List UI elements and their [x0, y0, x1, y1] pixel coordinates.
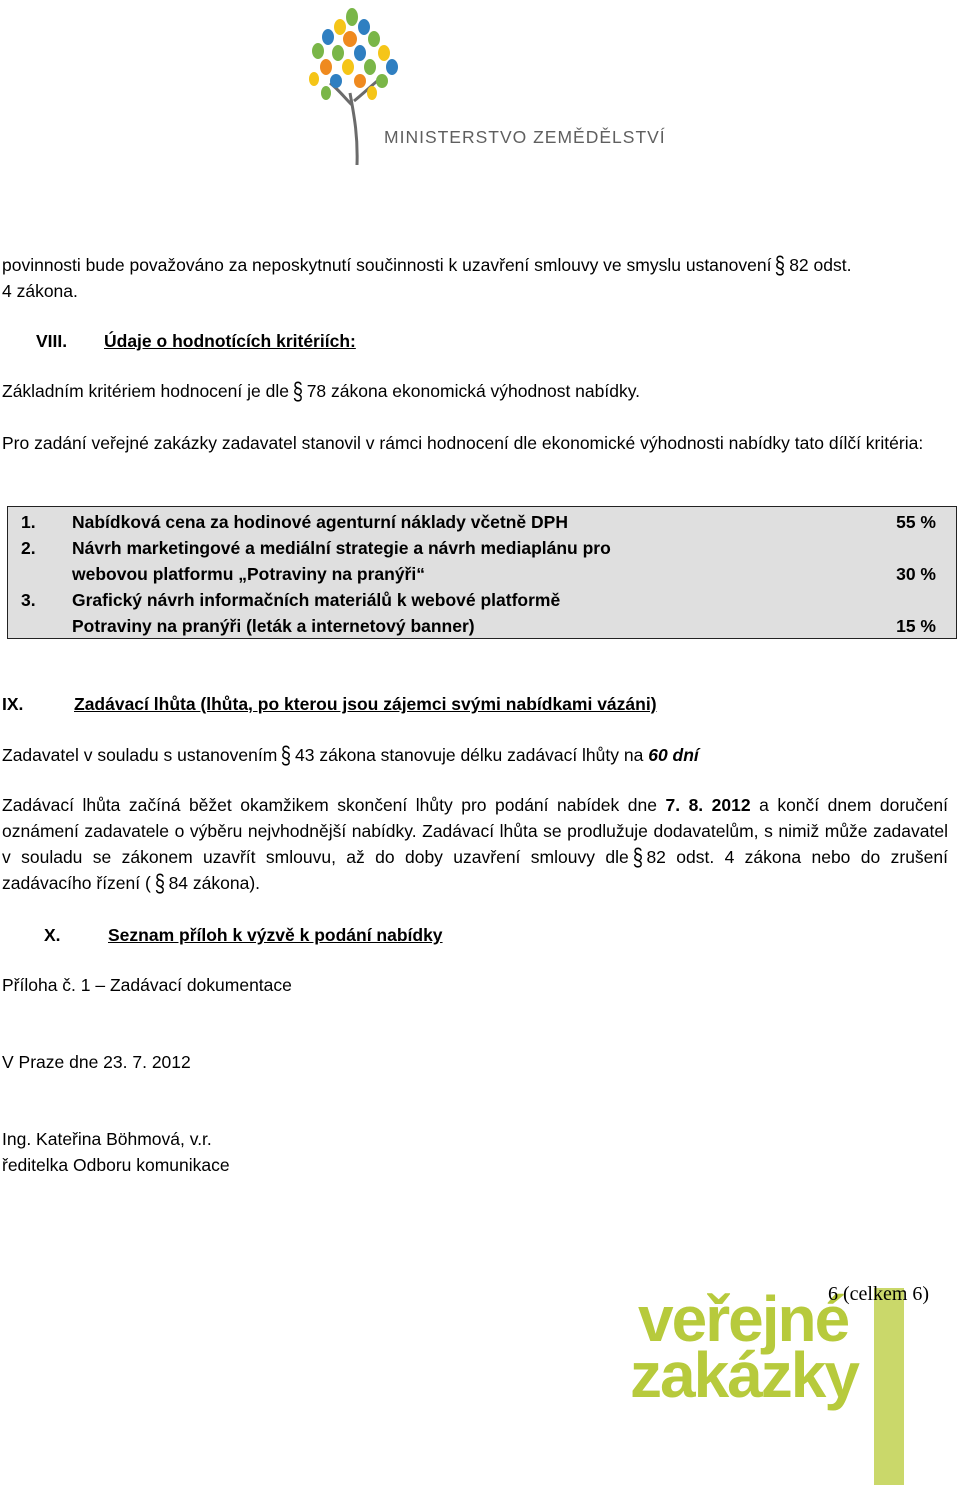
section9-paragraph2	[2, 792, 948, 896]
criteria-weight: 30 %	[896, 564, 936, 584]
section-symbol: §	[154, 868, 165, 898]
signatory-name: Ing. Kateřina Böhmová, v.r.	[2, 1129, 212, 1149]
criteria-number: 1.	[21, 512, 36, 532]
section9-p1-middle: 43 zákona stanovuje délku zadávací lhůty na	[295, 745, 644, 765]
section8-number: VIII.	[36, 331, 68, 351]
intro-line1: povinnosti bude považováno za neposkytnutí součinnosti k uzavření smlouvy ve smyslu ustanovení	[2, 255, 772, 275]
ministry-logo	[300, 5, 680, 165]
section-symbol: §	[775, 250, 786, 280]
section9-p2-d: 84 zákona).	[168, 873, 261, 893]
logo-word-verejne: veřejné	[638, 1283, 849, 1355]
section8-paragraph2: Pro zadání veřejné zakázky zadavatel stanovil v rámci hodnocení dle ekonomické výhodnosti nabídky tato dílčí kritéria:	[2, 433, 924, 453]
place-date: V Praze dne 23. 7. 2012	[2, 1052, 191, 1072]
zadavaci-lhuta-days: 60 dní	[648, 745, 699, 765]
logo-bar-icon	[874, 1288, 904, 1485]
criteria-weight: 55 %	[896, 512, 936, 532]
criteria-label-line2: webovou platformu „Potraviny na pranýři“	[72, 564, 425, 584]
signatory-role: ředitelka Odboru komunikace	[2, 1155, 230, 1175]
intro-line2: 4 zákona.	[2, 281, 78, 301]
section8-paragraph1	[2, 378, 948, 404]
section9-p2-c: 82 odst. 4 zákona nebo do zrušení zadávacího řízení (	[2, 847, 949, 893]
section10-heading: Seznam příloh k výzvě k podání nabídky	[108, 925, 443, 945]
section9-p2-a: Zadávací lhůta začíná běžet okamžikem skončení lhůty pro podání nabídek dne	[2, 795, 657, 815]
section-symbol: §	[292, 376, 303, 406]
criteria-label: Návrh marketingové a mediální strategie a návrh mediaplánu pro	[72, 538, 611, 558]
criteria-number: 3.	[21, 590, 36, 610]
section9-paragraph1	[2, 742, 948, 768]
criteria-number: 2.	[21, 538, 36, 558]
section-symbol: §	[632, 842, 643, 872]
page-number: 6 (celkem 6)	[828, 1283, 930, 1305]
section8-heading: Údaje o hodnotících kritériích:	[104, 331, 356, 351]
criteria-label: Grafický návrh informačních materiálů k webové platformě	[72, 590, 561, 610]
intro-paragraph	[2, 252, 948, 304]
criteria-weight: 15 %	[896, 616, 936, 636]
section8-p1-after: 78 zákona ekonomická výhodnost nabídky.	[306, 381, 641, 401]
logo-word-zakazky: zakázky	[630, 1339, 858, 1411]
section9-number: IX.	[2, 694, 24, 714]
section-symbol: §	[281, 740, 292, 770]
section9-heading: Zadávací lhůta (lhůta, po kterou jsou zájemci svými nabídkami vázáni)	[74, 694, 657, 714]
attachment-line: Příloha č. 1 – Zadávací dokumentace	[2, 975, 292, 995]
deadline-date: 7. 8. 2012	[665, 795, 751, 815]
section10-number: X.	[44, 925, 61, 945]
ministry-name: MINISTERSTVO ZEMĚDĚLSTVÍ	[384, 127, 666, 147]
intro-line1-ref: 82 odst.	[789, 255, 852, 275]
section9-p2-b: a končí dnem doručení oznámení zadavatele o výběru nejvhodnější nabídky. Zadávací lhůta se prodlužuje dodavatelům, s nimiž může zadavatel v souladu se zákonem uzavřít smlouvu, až do doby uzavření smlouvy dle	[2, 795, 948, 867]
section8-p1-before: Základním kritériem hodnocení je dle	[2, 381, 289, 401]
criteria-table	[7, 506, 957, 639]
criteria-label-line2: Potraviny na pranýři (leták a internetový banner)	[72, 616, 475, 636]
criteria-label: Nabídková cena za hodinové agenturní náklady včetně DPH	[72, 512, 568, 532]
verejne-zakazky-logo	[630, 1285, 930, 1485]
section9-p1-before: Zadavatel v souladu s ustanovením	[2, 745, 278, 765]
